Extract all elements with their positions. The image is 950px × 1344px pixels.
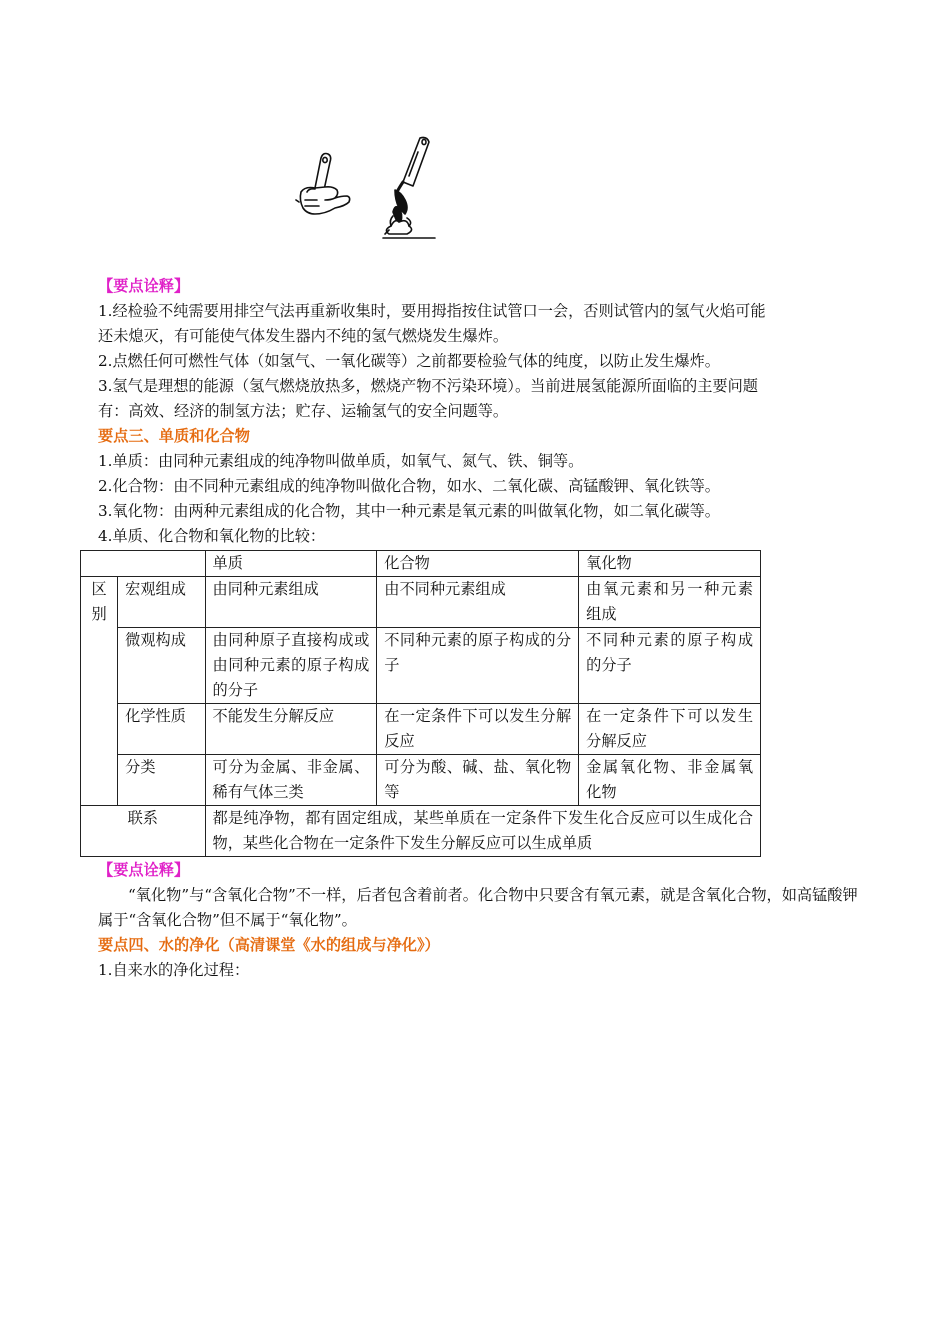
table-cell: 可分为金属、非金属、稀有气体三类 [205, 755, 377, 806]
table-cell: 不同种元素的原子构成的分子 [579, 628, 761, 704]
table-cell: 金属氧化物、非金属氧化物 [579, 755, 761, 806]
relation-label: 联系 [81, 806, 206, 857]
table-cell: 由同种原子直接构成或由同种元素的原子构成的分子 [205, 628, 377, 704]
test-tube-over-flame-icon [383, 138, 435, 239]
table-row [81, 755, 761, 806]
row-label: 化学性质 [118, 704, 205, 755]
table-header-row [81, 551, 761, 577]
section-3-line-2: 2.化合物：由不同种元素组成的纯净物叫做化合物，如水、二氧化碳、高锰酸钾、氧化铁等。 [98, 477, 720, 495]
group-label-difference: 区别 [81, 577, 118, 806]
section-3-line-4: 4.单质、化合物和氧化物的比较： [98, 527, 326, 545]
table-row [81, 577, 761, 628]
table-cell: 不能发生分解反应 [205, 704, 377, 755]
document-content [91, 274, 862, 983]
hand-thumb-test-tube-icon [296, 154, 350, 215]
table-row-relation [81, 806, 761, 857]
comparison-table [80, 550, 761, 857]
section-4-heading: 要点四、水的净化（高清课堂《水的组成与净化》） [98, 936, 440, 954]
note-1-line-3: 2.点燃任何可燃性气体（如氢气、一氧化碳等）之前都要检验气体的纯度，以防止发生爆炸。 [98, 352, 720, 370]
table-cell: 由不同种元素组成 [377, 577, 579, 628]
relation-text: 都是纯净物，都有固定组成，某些单质在一定条件下发生化合反应可以生成化合物，某些化合物在一定条件下发生分解反应可以生成单质 [205, 806, 760, 857]
section-3-line-1: 1.单质：由同种元素组成的纯净物叫做单质，如氧气、氮气、铁、铜等。 [98, 452, 584, 470]
note-2-paragraph: “氧化物”与“含氧化合物”不一样，后者包含着前者。化合物中只要含有氧元素，就是含氧化合物，如高锰酸钾属于“含氧化合物”但不属于“氧化物”。 [98, 886, 858, 929]
table-header: 单质 [205, 551, 377, 577]
table-cell: 由氧元素和另一种元素组成 [579, 577, 761, 628]
note-1-line-4: 3.氢气是理想的能源（氢气燃烧放热多，燃烧产物不污染环境）。当前进展氢能源所面临的主要问题 [98, 377, 758, 395]
row-label: 分类 [118, 755, 205, 806]
note-1-line-5: 有：高效、经济的制氢方法；贮存、运输氢气的安全问题等。 [98, 402, 509, 420]
row-label: 微观构成 [118, 628, 205, 704]
section-4-line-1: 1.自来水的净化过程： [98, 961, 250, 979]
note-1-line-1: 1.经检验不纯需要用排空气法再重新收集时，要用拇指按住试管口一会，否则试管内的氢气火焰可能 [98, 302, 766, 320]
table-header: 化合物 [377, 551, 579, 577]
table-header: 氧化物 [579, 551, 761, 577]
row-label: 宏观组成 [118, 577, 205, 628]
table-cell: 不同种元素的原子构成的分子 [377, 628, 579, 704]
note-heading-2: 【要点诠释】 [98, 861, 190, 879]
table-corner-cell [81, 551, 206, 577]
section-3-line-3: 3.氧化物：由两种元素组成的化合物，其中一种元素是氧元素的叫做氧化物，如二氧化碳等。 [98, 502, 720, 520]
table-cell: 在一定条件下可以发生分解反应 [377, 704, 579, 755]
experiment-figure [295, 130, 445, 242]
table-cell: 由同种元素组成 [205, 577, 377, 628]
note-heading-1: 【要点诠释】 [98, 277, 190, 295]
table-cell: 在一定条件下可以发生分解反应 [579, 704, 761, 755]
table-cell: 可分为酸、碱、盐、氧化物等 [377, 755, 579, 806]
table-row [81, 704, 761, 755]
note-1-line-2: 还未熄灭，有可能使气体发生器内不纯的氢气燃烧发生爆炸。 [98, 327, 509, 345]
table-row [81, 628, 761, 704]
section-3-heading: 要点三、单质和化合物 [98, 427, 250, 445]
